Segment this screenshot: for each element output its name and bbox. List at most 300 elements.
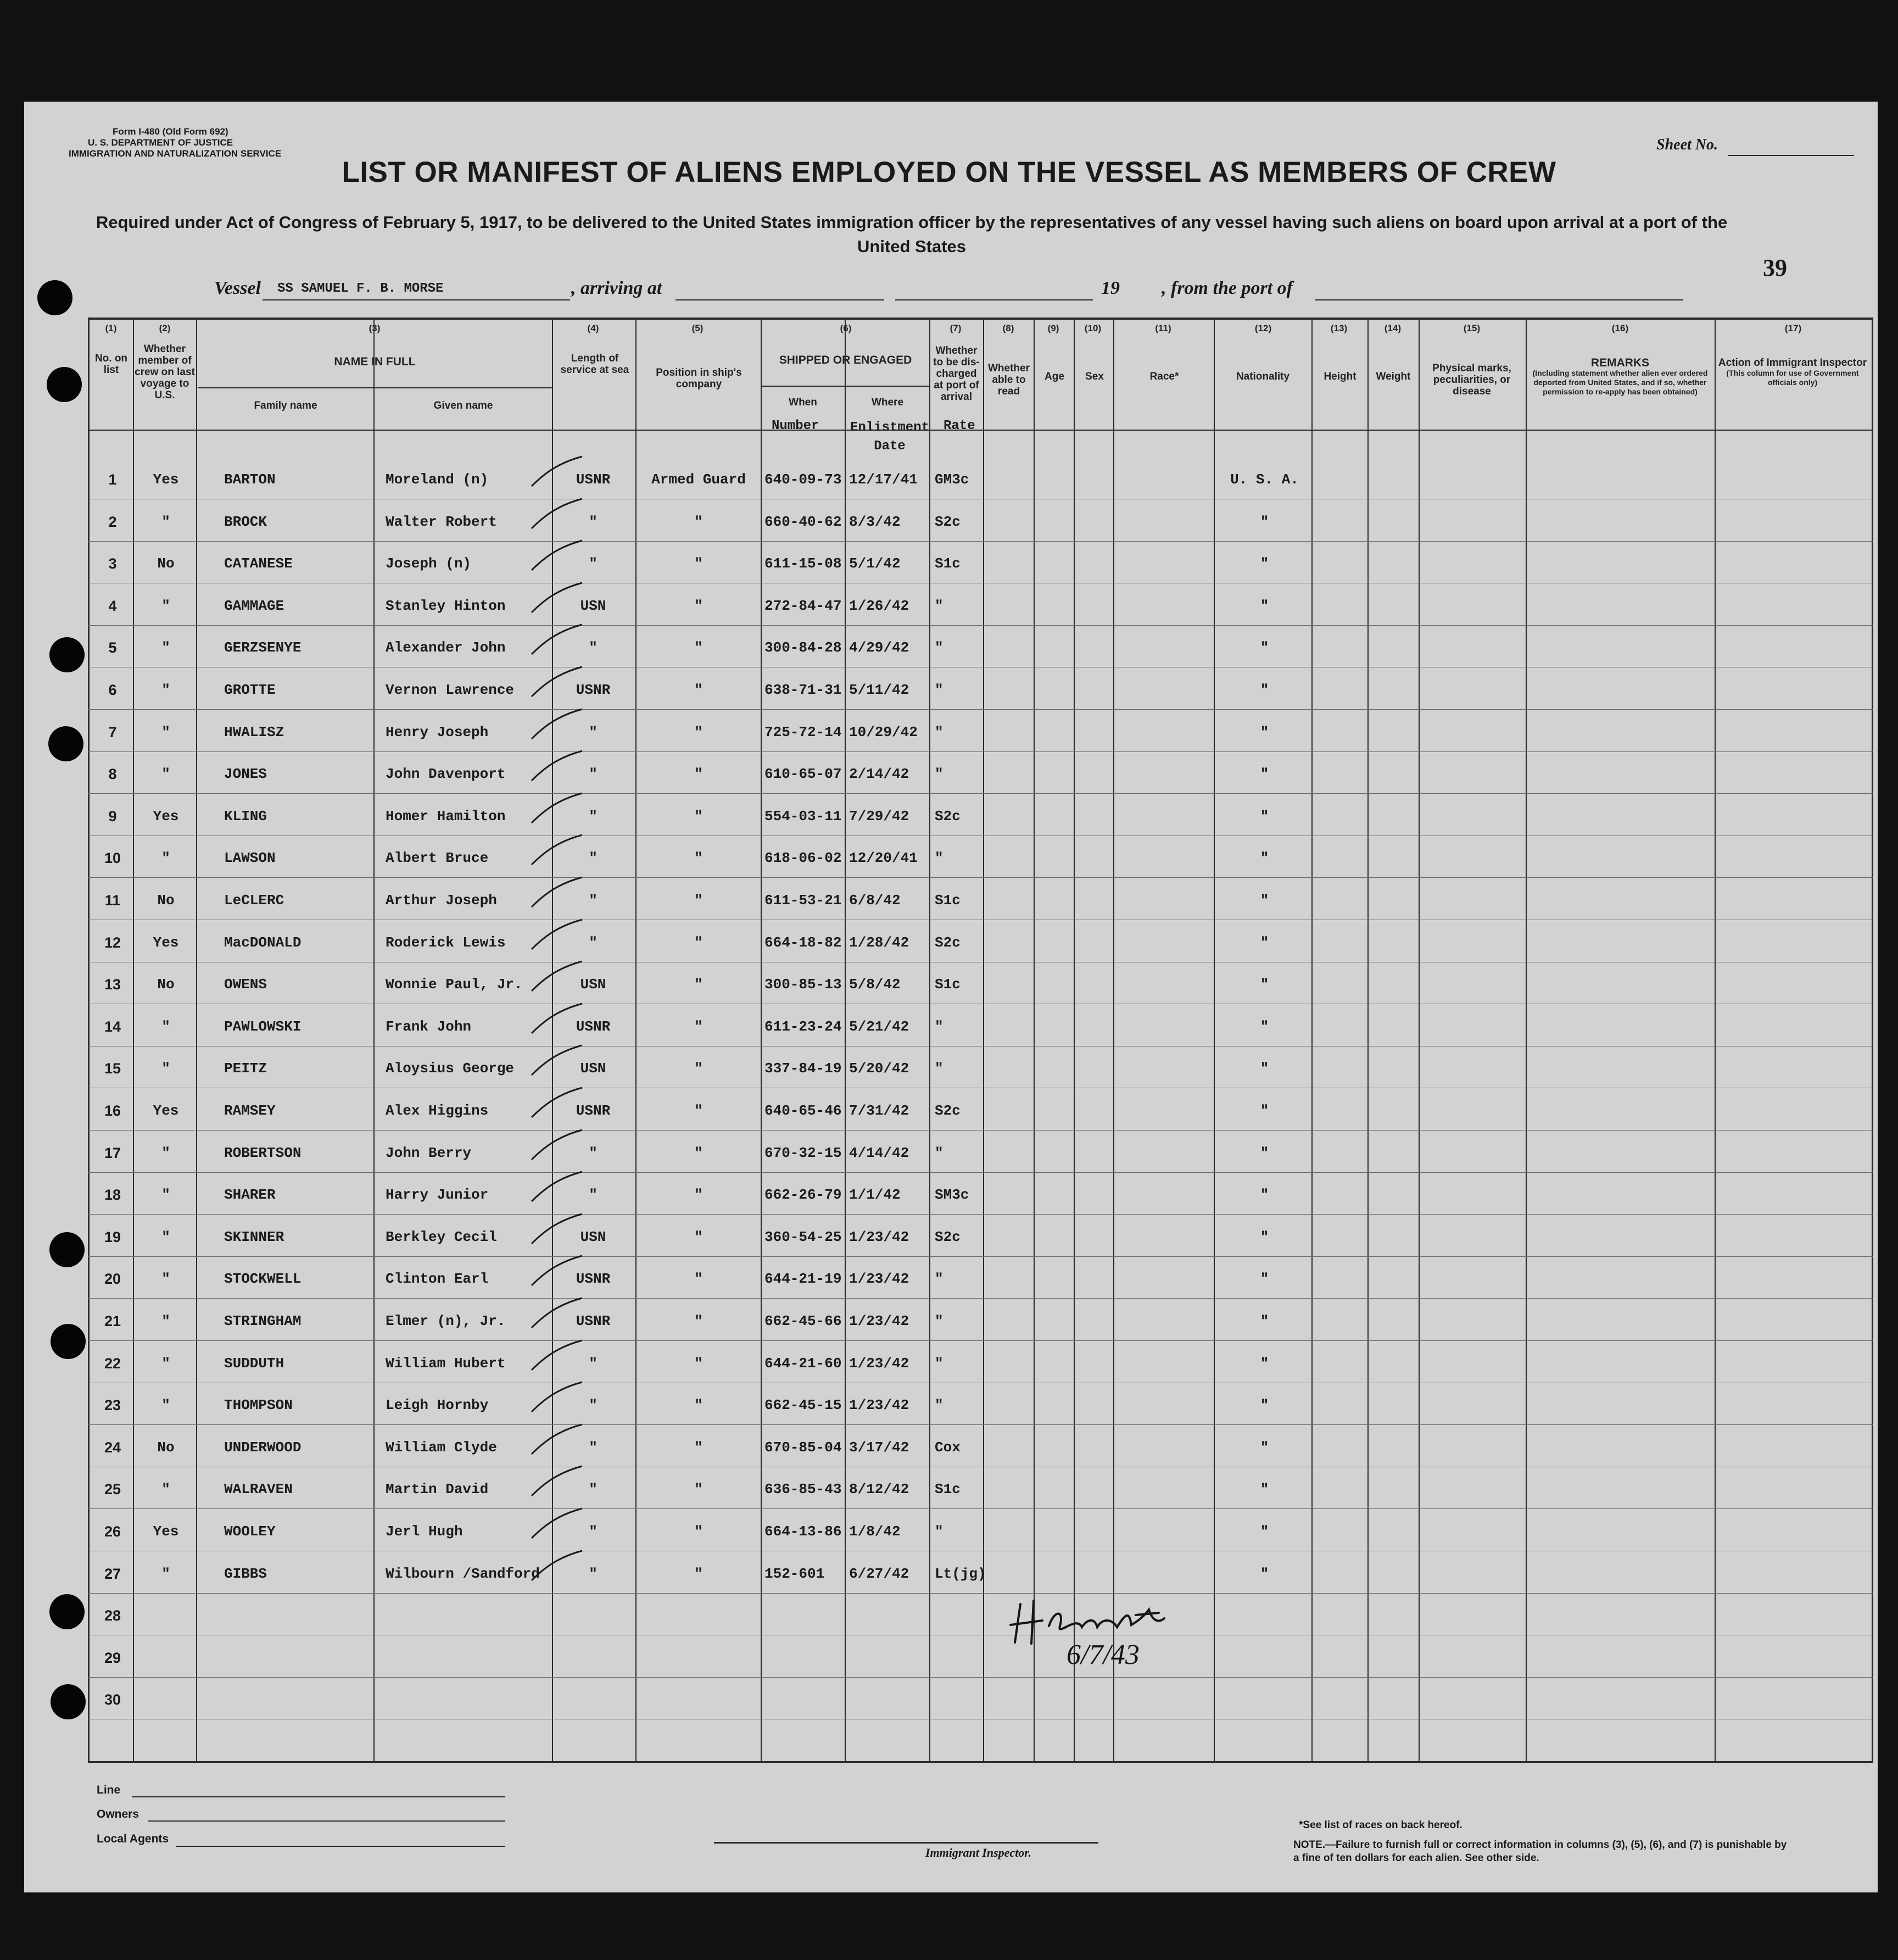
row-divider xyxy=(88,1340,1873,1341)
cell-nationality: " xyxy=(1260,976,1269,993)
vessel-name: SS SAMUEL F. B. MORSE xyxy=(277,281,444,296)
cell-enlistment-date: 6/27/42 xyxy=(849,1565,909,1582)
cell-family-name: KLING xyxy=(224,808,267,825)
check-mark xyxy=(527,1126,588,1164)
check-mark xyxy=(527,1336,588,1374)
cell-position: " xyxy=(694,1060,703,1077)
check-mark xyxy=(527,957,588,995)
cell-position: " xyxy=(694,1187,703,1204)
punch-hole xyxy=(47,367,82,402)
cell-family-name: CATANESE xyxy=(224,555,293,572)
row-number: 5 xyxy=(108,639,117,656)
cell-position: " xyxy=(694,513,703,530)
column-number: (9) xyxy=(1047,323,1059,333)
check-mark xyxy=(527,662,588,701)
inspector-line xyxy=(714,1842,1098,1844)
cell-enlistment-date: 2/14/42 xyxy=(849,766,909,783)
cell-nationality: " xyxy=(1260,1187,1269,1204)
row-number: 4 xyxy=(108,597,117,614)
column-divider xyxy=(133,320,134,1762)
cell-member: " xyxy=(161,639,170,656)
cell-given-name: John Davenport xyxy=(386,766,506,783)
punch-hole xyxy=(49,1594,85,1629)
cell-rate: S2c xyxy=(935,1228,961,1245)
cell-number: 638-71-31 xyxy=(764,682,842,698)
cell-nationality: " xyxy=(1260,1144,1269,1161)
agents-underline xyxy=(176,1846,505,1847)
cell-rate: " xyxy=(935,597,944,614)
cell-family-name: LAWSON xyxy=(224,850,276,867)
cell-family-name: GIBBS xyxy=(224,1565,267,1582)
check-mark xyxy=(527,1251,588,1290)
check-mark xyxy=(527,831,588,869)
cell-enlistment-date: 1/28/42 xyxy=(849,934,909,951)
row-number: 23 xyxy=(104,1397,121,1414)
cell-position: " xyxy=(694,892,703,909)
row-number: 24 xyxy=(104,1439,121,1456)
cell-rate: " xyxy=(935,723,944,740)
row-number: 12 xyxy=(104,934,121,951)
page-subtitle: Required under Act of Congress of February 5, 1917, to be delivered to the United States immigration officer by the representatives of any vessel having such aliens on board upon arrival at a port of the United States xyxy=(96,213,1728,256)
cell-member: " xyxy=(161,1060,170,1077)
column-divider xyxy=(196,320,197,1762)
col-header-no-text: No. on list xyxy=(94,353,128,376)
cell-given-name: Alexander John xyxy=(386,639,506,656)
col-header-member xyxy=(135,343,195,401)
cell-member: Yes xyxy=(153,1102,179,1119)
col-header-physical-text: Physical marks, peculiarities, or disease xyxy=(1432,363,1511,397)
column-number: (1) xyxy=(105,323,117,333)
row-number: 14 xyxy=(104,1018,121,1035)
col-header-member-text: Whether member of crew on last voyage to U.S. xyxy=(135,343,195,401)
cell-enlistment-date: 12/17/41 xyxy=(849,471,918,488)
cell-position: " xyxy=(694,1271,703,1288)
owners-underline xyxy=(148,1820,505,1822)
cell-service: USNR xyxy=(576,682,611,698)
cell-nationality: " xyxy=(1260,1228,1269,1245)
cell-service: USNR xyxy=(576,1018,611,1035)
cell-position: " xyxy=(694,1228,703,1245)
row-number: 3 xyxy=(108,555,117,572)
cell-enlistment-date: 4/14/42 xyxy=(849,1144,909,1161)
cell-service: USN xyxy=(580,1060,606,1077)
cell-position: " xyxy=(694,1355,703,1372)
column-number: (12) xyxy=(1254,323,1272,333)
cell-number: 664-18-82 xyxy=(764,934,842,951)
col-header-action xyxy=(1716,357,1869,387)
check-mark xyxy=(527,1462,588,1500)
cell-position: " xyxy=(694,808,703,825)
cell-family-name: BROCK xyxy=(224,513,267,530)
cell-given-name: Frank John xyxy=(386,1018,472,1035)
page-title: LIST OR MANIFEST OF ALIENS EMPLOYED ON THE VESSEL AS MEMBERS OF CREW xyxy=(342,156,1556,188)
col-header-given xyxy=(375,400,552,411)
punch-hole xyxy=(37,280,72,315)
cell-position: " xyxy=(694,1439,703,1456)
cell-rate: " xyxy=(935,1018,944,1035)
column-divider xyxy=(1419,320,1420,1762)
cell-position: " xyxy=(694,723,703,740)
cell-member: No xyxy=(157,1439,175,1456)
punch-hole xyxy=(49,637,85,672)
cell-nationality: " xyxy=(1260,723,1269,740)
row-number: 16 xyxy=(104,1102,121,1119)
line-label: Line xyxy=(97,1784,121,1796)
cell-family-name: WOOLEY xyxy=(224,1523,276,1540)
column-divider xyxy=(1367,320,1369,1762)
cell-enlistment-date: 1/23/42 xyxy=(849,1313,909,1329)
col-header-sex xyxy=(1075,371,1114,382)
check-mark xyxy=(527,1294,588,1332)
cell-number: 660-40-62 xyxy=(764,513,842,530)
cell-enlistment-date: 1/23/42 xyxy=(849,1355,909,1372)
cell-given-name: William Hubert xyxy=(386,1355,506,1372)
cell-enlistment-date: 3/17/42 xyxy=(849,1439,909,1456)
col-header-name xyxy=(198,356,552,368)
cell-position: " xyxy=(694,766,703,783)
cell-rate: " xyxy=(935,639,944,656)
column-divider xyxy=(373,320,375,1762)
cell-nationality: " xyxy=(1260,766,1269,783)
col-header-when-text: When xyxy=(789,397,817,408)
year-label: 19 xyxy=(1101,278,1120,298)
cell-rate: " xyxy=(935,1355,944,1372)
punch-hole xyxy=(51,1324,86,1359)
column-number: (5) xyxy=(691,323,704,333)
column-number: (4) xyxy=(587,323,599,333)
arriving-line xyxy=(676,299,884,300)
cell-position: " xyxy=(694,1523,703,1540)
cell-enlistment-date: 5/21/42 xyxy=(849,1018,909,1035)
check-mark xyxy=(527,1420,588,1458)
cell-given-name: Moreland (n) xyxy=(386,471,489,488)
cell-nationality: " xyxy=(1260,1355,1269,1372)
cell-rate: S1c xyxy=(935,976,961,993)
cell-member: " xyxy=(161,1355,170,1372)
from-port-line xyxy=(1315,299,1683,300)
cell-given-name: Homer Hamilton xyxy=(386,808,506,825)
cell-nationality: U. S. A. xyxy=(1230,471,1299,488)
row-number: 25 xyxy=(104,1481,121,1498)
row-number: 21 xyxy=(104,1313,121,1329)
column-number: (10) xyxy=(1084,323,1102,333)
row-divider xyxy=(88,1130,1873,1131)
cell-family-name: LeCLERC xyxy=(224,892,284,909)
cell-given-name: William Clyde xyxy=(386,1439,497,1456)
cell-service: " xyxy=(589,1481,598,1498)
column-number: (11) xyxy=(1155,323,1171,333)
cell-rate: GM3c xyxy=(935,471,969,488)
cell-number: 300-84-28 xyxy=(764,639,842,656)
cell-nationality: " xyxy=(1260,1397,1269,1414)
col-header-race xyxy=(1115,371,1214,382)
cell-nationality: " xyxy=(1260,639,1269,656)
row-divider xyxy=(88,877,1873,878)
col-header-position xyxy=(637,367,761,390)
cell-number: 611-23-24 xyxy=(764,1018,842,1035)
punch-hole xyxy=(49,1232,85,1267)
cell-position: " xyxy=(694,976,703,993)
cell-nationality: " xyxy=(1260,934,1269,951)
col-header-family xyxy=(198,400,373,411)
cell-member: " xyxy=(161,766,170,783)
cell-service: " xyxy=(589,1144,598,1161)
service-name: IMMIGRATION AND NATURALIZATION SERVICE xyxy=(69,148,282,159)
cell-service: " xyxy=(589,892,598,909)
cell-enlistment-date: 6/8/42 xyxy=(849,892,901,909)
punch-hole xyxy=(51,1684,86,1719)
col-header-discharged-text: Whether to be dis-charged at port of arrival xyxy=(933,345,980,403)
typed-number-header: Number xyxy=(772,419,819,433)
cell-nationality: " xyxy=(1260,1102,1269,1119)
cell-service: USNR xyxy=(576,1271,611,1288)
row-number: 30 xyxy=(104,1691,121,1708)
cell-number: 554-03-11 xyxy=(764,808,842,825)
cell-rate: S1c xyxy=(935,892,961,909)
col-header-action-text: Action of Immigrant Inspector xyxy=(1718,357,1867,369)
col-header-read-text: Whether able to read xyxy=(988,363,1030,397)
cell-family-name: HWALISZ xyxy=(224,723,284,740)
cell-service: " xyxy=(589,723,598,740)
cell-member: " xyxy=(161,1144,170,1161)
cell-family-name: PAWLOWSKI xyxy=(224,1018,302,1035)
row-divider xyxy=(88,709,1873,710)
cell-service: USNR xyxy=(576,1102,611,1119)
cell-service: " xyxy=(589,850,598,867)
races-note: *See list of races on back hereof. xyxy=(1299,1819,1462,1831)
column-number: (13) xyxy=(1330,323,1348,333)
cell-number: 670-32-15 xyxy=(764,1144,842,1161)
cell-nationality: " xyxy=(1260,1018,1269,1035)
header-divider xyxy=(88,430,1873,431)
check-mark xyxy=(527,1041,588,1079)
cell-member: " xyxy=(161,1397,170,1414)
column-divider xyxy=(845,320,846,1762)
cell-number: 640-65-46 xyxy=(764,1102,842,1119)
col-header-height-text: Height xyxy=(1324,371,1356,382)
cell-family-name: GERZSENYE xyxy=(224,639,302,656)
cell-nationality: " xyxy=(1260,892,1269,909)
cell-service: USN xyxy=(580,597,606,614)
col-header-service xyxy=(554,353,636,376)
cell-number: 618-06-02 xyxy=(764,850,842,867)
check-mark xyxy=(527,873,588,911)
cell-given-name: Wilbourn /Sandford xyxy=(386,1565,540,1582)
cell-service: " xyxy=(589,1439,598,1456)
vessel-line xyxy=(263,299,570,300)
check-mark xyxy=(527,1167,588,1206)
cell-enlistment-date: 5/20/42 xyxy=(849,1060,909,1077)
cell-member: " xyxy=(161,723,170,740)
cell-member: Yes xyxy=(153,934,179,951)
cell-nationality: " xyxy=(1260,1523,1269,1540)
cell-enlistment-date: 5/11/42 xyxy=(849,682,909,698)
cell-service: USN xyxy=(580,976,606,993)
check-mark xyxy=(527,452,588,491)
cell-given-name: Berkley Cecil xyxy=(386,1228,497,1245)
cell-position: Armed Guard xyxy=(651,471,746,488)
cell-nationality: " xyxy=(1260,1481,1269,1498)
cell-enlistment-date: 7/29/42 xyxy=(849,808,909,825)
cell-position: " xyxy=(694,1018,703,1035)
column-number: (17) xyxy=(1784,323,1802,333)
col-header-race-text: Race* xyxy=(1149,371,1179,382)
col-header-name-text: NAME IN FULL xyxy=(334,355,416,368)
cell-nationality: " xyxy=(1260,555,1269,572)
cell-rate: " xyxy=(935,1060,944,1077)
cell-given-name: Clinton Earl xyxy=(386,1271,489,1288)
cell-service: " xyxy=(589,1355,598,1372)
cell-position: " xyxy=(694,682,703,698)
row-number: 13 xyxy=(104,976,121,993)
cell-number: 611-15-08 xyxy=(764,555,842,572)
cell-nationality: " xyxy=(1260,1060,1269,1077)
cell-member: No xyxy=(157,892,175,909)
col-header-no xyxy=(91,353,132,376)
cell-member: " xyxy=(161,1018,170,1035)
cell-position: " xyxy=(694,1144,703,1161)
cell-family-name: MacDONALD xyxy=(224,934,302,951)
cell-position: " xyxy=(694,1397,703,1414)
row-number: 17 xyxy=(104,1144,121,1161)
cell-number: 725-72-14 xyxy=(764,723,842,740)
cell-given-name: Roderick Lewis xyxy=(386,934,506,951)
cell-enlistment-date: 1/26/42 xyxy=(849,597,909,614)
cell-family-name: STOCKWELL xyxy=(224,1271,302,1288)
cell-enlistment-date: 1/1/42 xyxy=(849,1187,901,1204)
cell-given-name: Albert Bruce xyxy=(386,850,489,867)
row-number: 8 xyxy=(108,766,117,783)
check-mark xyxy=(527,494,588,533)
column-divider xyxy=(929,320,930,1762)
row-divider xyxy=(88,625,1873,626)
check-mark xyxy=(527,747,588,785)
local-agents-label: Local Agents xyxy=(97,1833,169,1845)
table-bottom-border xyxy=(88,1761,1873,1763)
penalty-note: NOTE.—Failure to furnish full or correct information in columns (3), (5), (6), and (7) is punishable by a fine of ten dollars for each alien. See other side. xyxy=(1293,1839,1787,1864)
check-mark xyxy=(527,1378,588,1416)
cell-nationality: " xyxy=(1260,682,1269,698)
cell-rate: " xyxy=(935,1144,944,1161)
inspector-label: Immigrant Inspector. xyxy=(925,1846,1032,1859)
cell-family-name: SHARER xyxy=(224,1187,276,1204)
column-number: (16) xyxy=(1611,323,1629,333)
cell-number: 337-84-19 xyxy=(764,1060,842,1077)
cell-enlistment-date: 1/8/42 xyxy=(849,1523,901,1540)
cell-family-name: SUDDUTH xyxy=(224,1355,284,1372)
col-header-shipped xyxy=(762,354,929,366)
cell-enlistment-date: 5/1/42 xyxy=(849,555,901,572)
column-number: (3) xyxy=(369,323,381,333)
cell-given-name: Leigh Hornby xyxy=(386,1397,489,1414)
cell-service: USN xyxy=(580,1228,606,1245)
cell-number: 644-21-19 xyxy=(764,1271,842,1288)
row-number: 20 xyxy=(104,1271,121,1288)
cell-number: 360-54-25 xyxy=(764,1228,842,1245)
sheet-number-label: Sheet No. xyxy=(1656,136,1718,153)
cell-service: " xyxy=(589,934,598,951)
column-divider xyxy=(983,320,984,1762)
cell-enlistment-date: 1/23/42 xyxy=(849,1397,909,1414)
column-number: (7) xyxy=(950,323,962,333)
cell-number: 664-13-86 xyxy=(764,1523,842,1540)
cell-member: " xyxy=(161,513,170,530)
cell-service: " xyxy=(589,808,598,825)
row-number: 15 xyxy=(104,1060,121,1077)
cell-rate: S2c xyxy=(935,1102,961,1119)
check-mark xyxy=(527,578,588,617)
row-number: 11 xyxy=(104,892,121,909)
cell-given-name: Alex Higgins xyxy=(386,1102,489,1119)
column-divider xyxy=(1311,320,1313,1762)
cell-member: " xyxy=(161,597,170,614)
cell-member: No xyxy=(157,555,175,572)
col-header-weight-text: Weight xyxy=(1376,371,1411,382)
cell-given-name: Stanley Hinton xyxy=(386,597,506,614)
cell-position: " xyxy=(694,555,703,572)
cell-family-name: GROTTE xyxy=(224,682,276,698)
cell-enlistment-date: 8/12/42 xyxy=(849,1481,909,1498)
cell-enlistment-date: 8/3/42 xyxy=(849,513,901,530)
column-divider xyxy=(761,320,762,1762)
row-divider xyxy=(88,1256,1873,1257)
row-number: 27 xyxy=(104,1565,121,1582)
cell-given-name: Joseph (n) xyxy=(386,555,472,572)
col-header-nationality xyxy=(1215,371,1311,382)
cell-position: " xyxy=(694,850,703,867)
cell-rate: S2c xyxy=(935,513,961,530)
col-header-when xyxy=(762,397,844,408)
row-divider xyxy=(88,1214,1873,1215)
check-mark xyxy=(527,1546,588,1585)
punch-hole xyxy=(48,726,83,761)
cell-number: 662-45-66 xyxy=(764,1313,842,1329)
cell-service: " xyxy=(589,639,598,656)
col-header-age-text: Age xyxy=(1045,371,1064,382)
row-divider xyxy=(88,1508,1873,1509)
row-divider xyxy=(88,1298,1873,1299)
row-number: 19 xyxy=(104,1228,121,1245)
column-divider xyxy=(1526,320,1527,1762)
cell-family-name: THOMPSON xyxy=(224,1397,293,1414)
cell-service: " xyxy=(589,1397,598,1414)
column-number: (14) xyxy=(1384,323,1402,333)
col-header-given-text: Given name xyxy=(433,400,493,411)
cell-service: " xyxy=(589,1523,598,1540)
row-divider xyxy=(88,793,1873,794)
check-mark xyxy=(527,1504,588,1543)
cell-service: " xyxy=(589,766,598,783)
cell-position: " xyxy=(694,934,703,951)
cell-family-name: GAMMAGE xyxy=(224,597,284,614)
col-header-remarks-note: (Including statement whether alien ever ordered deported from United States, and if so, whether permission to re-apply has been obtained) xyxy=(1532,369,1708,396)
cell-position: " xyxy=(694,1313,703,1329)
cell-nationality: " xyxy=(1260,597,1269,614)
col-header-family-text: Family name xyxy=(254,400,317,411)
column-number: (2) xyxy=(159,323,171,333)
cell-position: " xyxy=(694,597,703,614)
check-mark xyxy=(527,1210,588,1248)
check-mark xyxy=(527,789,588,827)
cell-service: " xyxy=(589,555,598,572)
cell-position: " xyxy=(694,639,703,656)
arriving-label: , arriving at xyxy=(571,278,662,298)
cell-given-name: John Berry xyxy=(386,1144,472,1161)
cell-family-name: PEITZ xyxy=(224,1060,267,1077)
cell-service: USNR xyxy=(576,471,611,488)
cell-member: Yes xyxy=(153,808,179,825)
col-header-discharged xyxy=(930,345,983,403)
